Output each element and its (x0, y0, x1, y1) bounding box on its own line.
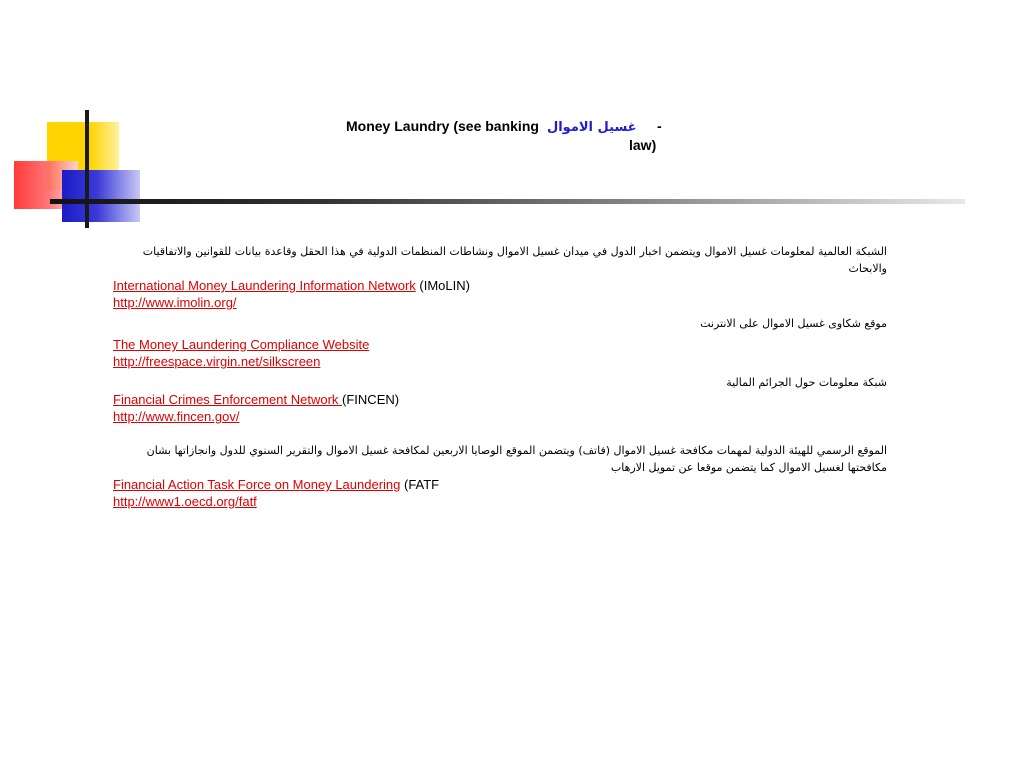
title-english: Money Laundry (see banking (346, 118, 539, 134)
fatf-description-line1: الموقع الرسمي للهيئة الدولية لمهمات مكافحة غسيل الاموال (فاتف) ويتضمن الموقع الوصايا الاربعين لمكافحة غسيل الاموال والتقرير السنوي للدول وانجازاتها بشان (146, 444, 887, 457)
imolin-url[interactable]: http://www.imolin.org/ (113, 295, 237, 310)
fatf-url[interactable]: http://www1.oecd.org/fatf (113, 494, 257, 509)
fatf-description-line2: مكافحتها لغسيل الاموال كما يتضمن موقعا عن تمويل الارهاب (610, 461, 887, 474)
fincen-acronym: (FINCEN) (342, 392, 400, 407)
fatf-link[interactable]: Financial Action Task Force on Money Laundering (113, 477, 401, 492)
link-list (113, 243, 887, 510)
decorative-vertical-line (85, 110, 89, 228)
page-title (346, 118, 637, 135)
imolin-acronym: (IMoLIN) (415, 278, 470, 293)
fincen-name-line (113, 391, 887, 408)
imolin-link[interactable]: International Money Laundering Information Network (113, 278, 416, 293)
title-dash: - (657, 118, 662, 134)
fincen-url[interactable]: http://www.fincen.gov/ (113, 409, 240, 424)
title-line2: law) (629, 137, 657, 153)
decorative-blue-square (62, 170, 140, 222)
compliance-link[interactable]: The Money Laundering Compliance Website (113, 337, 370, 352)
fincen-link[interactable]: Financial Crimes Enforcement Network (113, 392, 343, 407)
fatf-acronym: (FATF (400, 477, 440, 492)
imolin-description: الشبكة العالمية لمعلومات غسيل الاموال ويتضمن اخبار الدول في ميدان غسيل الاموال ونشاطات المنظمات الدولية في هذا الحقل وقاعدة بيانات للقوانين والاتفاقيات والابحاث (142, 245, 887, 275)
compliance-description: موقع شكاوى غسيل الاموال على الانترنت (700, 317, 887, 330)
fatf-name-line (113, 476, 887, 493)
title-arabic: غسيل الاموال (546, 120, 637, 135)
compliance-url[interactable]: http://freespace.virgin.net/silkscreen (113, 354, 321, 369)
empty-link[interactable] (113, 425, 117, 438)
imolin-name-line (113, 277, 887, 294)
fincen-description: شبكة معلومات حول الجرائم المالية (726, 376, 887, 389)
decorative-horizontal-rule (50, 199, 965, 204)
